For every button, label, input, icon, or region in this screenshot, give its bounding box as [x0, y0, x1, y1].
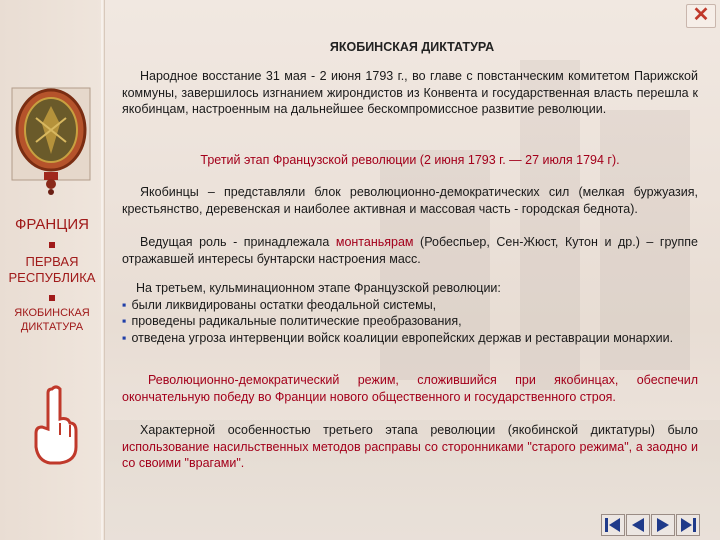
list-item: ▪ отведена угроза интервенции войск коалиции европейских держав и реставрации монархии.	[122, 330, 698, 347]
page-title: ЯКОБИНСКАЯ ДИКТАТУРА	[329, 40, 495, 54]
paragraph-uprising: Народное восстание 31 мая - 2 июня 1793 г., во главе с повстанческим комитетом Парижской коммуны, завершилось изгнанием жирондистов из Конвента и государственная власть перешла к якобинцам, настроенным на дальнейшее бескомпромиссное развитие революции.	[122, 69, 698, 116]
leading-role-text-rest: (Робеспьер, Сен-Жюст, Кутон и др.) – группе отражавшей интересы бунтарски настроения масс.	[122, 235, 698, 266]
results-intro: На третьем, кульминационном этапе Французской революции:	[136, 281, 501, 295]
sidebar-bullet	[49, 242, 55, 248]
sidebar-item-first-republic[interactable]: ПЕРВАЯ РЕСПУБЛИКА	[8, 254, 96, 285]
sidebar-item-france[interactable]: ФРАНЦИЯ	[15, 216, 89, 233]
coat-of-arms-icon	[8, 84, 94, 196]
paragraph-leading-role	[122, 234, 698, 267]
list-item: ▪ были ликвидированы остатки феодальной системы,	[122, 297, 698, 314]
feature-text-highlight: использование насильственных методов расправы со сторонниками "старого режима", а заодно и со своими "врагами".	[122, 439, 698, 470]
sidebar-bullet	[49, 295, 55, 301]
paragraph-feature	[122, 422, 698, 472]
list-item: ▪ проведены радикальные политические преобразования,	[122, 313, 698, 330]
previous-slide-button[interactable]	[626, 514, 650, 536]
paragraph-results	[122, 280, 698, 346]
paragraph-regime: Революционно-демократический режим, сложившийся при якобинцах, обеспечил окончательную победу во Франции нового общественного и государственного строя.	[122, 373, 698, 404]
first-slide-button[interactable]	[601, 514, 625, 536]
feature-text: Характерной особенностью третьего этапа революции (якобинской диктатуры) было	[140, 423, 698, 437]
results-list	[122, 297, 698, 347]
leading-role-text: Ведущая роль - принадлежала	[140, 235, 336, 249]
montagnards-link: монтаньярам	[335, 235, 414, 249]
first-icon	[602, 515, 624, 535]
paragraph-jacobins: Якобинцы – представляли блок революционно-демократических сил (мелкая буржуазия, крестьянство, деревенская и наиболее активная и массовая часть - городская беднота).	[122, 185, 698, 216]
close-icon: ✕	[692, 4, 710, 26]
last-slide-button[interactable]	[676, 514, 700, 536]
next-icon	[652, 515, 674, 535]
prev-icon	[627, 515, 649, 535]
next-slide-button[interactable]	[651, 514, 675, 536]
close-button[interactable]	[686, 4, 716, 28]
paragraph-third-stage: Третий этап Французской революции (2 июня 1793 г. — 27 июля 1794 г).	[200, 153, 620, 167]
sidebar-item-jacobin-dictatorship[interactable]: ЯКОБИНСКАЯ ДИКТАТУРА	[14, 307, 90, 333]
last-icon	[677, 515, 699, 535]
pointing-finger-icon	[30, 385, 80, 465]
